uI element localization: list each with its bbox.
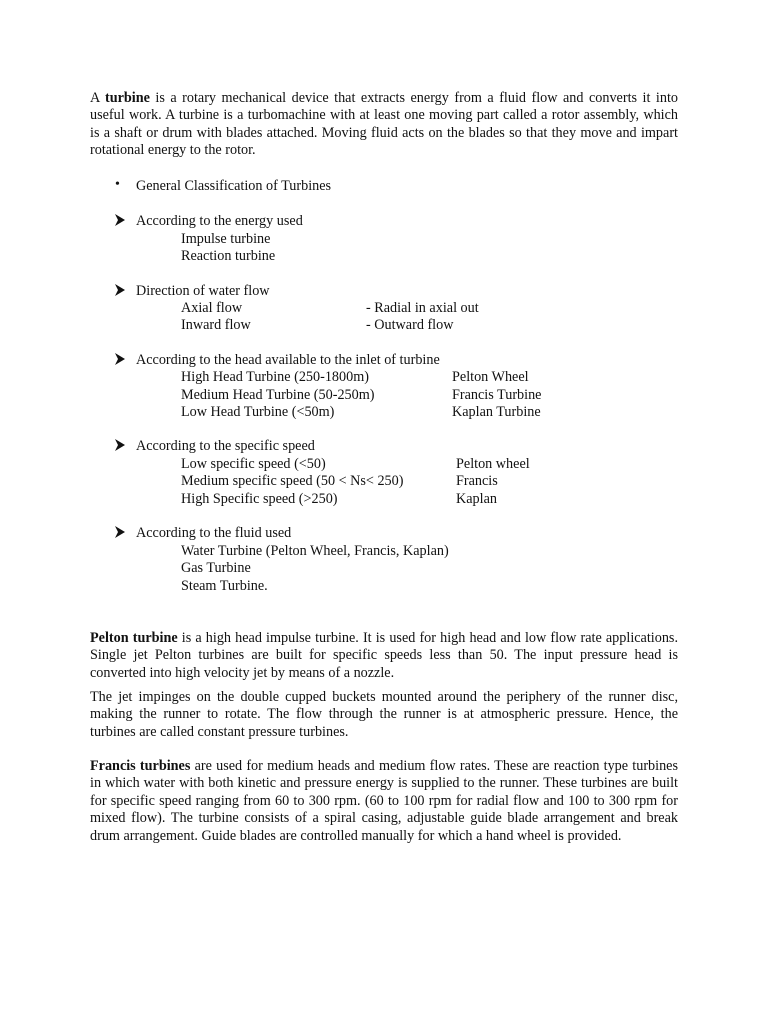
- fluid-title: According to the fluid used: [136, 525, 292, 541]
- head-title: According to the head available to the inlet of turbine: [136, 352, 440, 368]
- speed-left: Medium specific speed (50 < Ns< 250): [181, 473, 404, 489]
- intro-lead: A: [90, 90, 105, 106]
- fluid-item: Gas Turbine: [181, 560, 251, 576]
- intro-text: is a rotary mechanical device that extracts energy from a fluid flow and converts it into useful work. A turbine is a turbomachine with at least one moving part called a rotor assembly, which is a shaft or drum with blades attached. Moving fluid acts on the blades so that they move and impart rotational energy to the rotor.: [90, 90, 678, 159]
- direction-left: Inward flow: [181, 317, 251, 333]
- energy-title: According to the energy used: [136, 213, 303, 229]
- bullet-dot-icon: •: [115, 177, 120, 192]
- francis-text: are used for medium heads and medium flow rates. These are reaction type turbines in which water with both kinetic and pressure energy is supplied to the runner. These turbines are built for specific speed ranging from 60 to 300 rpm. (60 to 100 rpm for radial flow and 100 to 300 rpm for mixed flow). The turbine consists of a spiral casing, adjustable guide blade arrangement and break drum arrangement. Guide blades are controlled manually for which a hand wheel is provided.: [90, 758, 678, 844]
- francis-paragraph: [90, 758, 678, 845]
- head-right: Pelton Wheel: [452, 369, 529, 385]
- direction-right: - Outward flow: [366, 317, 454, 333]
- direction-left: Axial flow: [181, 300, 243, 316]
- arrow-bullet-icon: [113, 352, 127, 366]
- speed-right: Francis: [456, 473, 498, 489]
- pelton-term: Pelton turbine: [90, 630, 178, 646]
- speed-right: Kaplan: [456, 491, 497, 507]
- arrow-bullet-icon: [113, 283, 127, 297]
- intro-paragraph: [90, 90, 678, 160]
- direction-right: - Radial in axial out: [366, 300, 479, 316]
- direction-title: Direction of water flow: [136, 283, 270, 299]
- arrow-bullet-icon: [113, 213, 127, 227]
- speed-title: According to the specific speed: [136, 438, 315, 454]
- speed-right: Pelton wheel: [456, 456, 530, 472]
- fluid-item: Water Turbine (Pelton Wheel, Francis, Kaplan): [181, 543, 449, 559]
- pelton-text: is a high head impulse turbine. It is used for high head and low flow rate applications. Single jet Pelton turbines are built for specific speeds less than 50. The input pressure head is converted into high velocity jet by means of a nozzle.: [90, 630, 678, 681]
- speed-left: High Specific speed (>250): [181, 491, 338, 507]
- energy-item: Reaction turbine: [181, 248, 276, 264]
- speed-left: Low specific speed (<50): [181, 456, 326, 472]
- head-right: Francis Turbine: [452, 387, 542, 403]
- head-left: High Head Turbine (250-1800m): [181, 369, 369, 385]
- pelton-paragraph: [90, 630, 678, 682]
- head-left: Low Head Turbine (<50m): [181, 404, 335, 420]
- arrow-bullet-icon: [113, 438, 127, 452]
- arrow-bullet-icon: [113, 525, 127, 539]
- pelton-paragraph-2: The jet impinges on the double cupped buckets mounted around the periphery of the runner disc, making the runner to rotate. The flow through the runner is at atmospheric pressure. Hence, the turbines are called constant pressure turbines.: [90, 689, 678, 740]
- head-right: Kaplan Turbine: [452, 404, 541, 420]
- head-left: Medium Head Turbine (50-250m): [181, 387, 375, 403]
- classification-heading: General Classification of Turbines: [136, 178, 332, 194]
- intro-term: turbine: [104, 90, 150, 106]
- fluid-item: Steam Turbine.: [181, 578, 268, 594]
- francis-term: Francis turbines: [90, 758, 191, 774]
- energy-item: Impulse turbine: [181, 231, 271, 247]
